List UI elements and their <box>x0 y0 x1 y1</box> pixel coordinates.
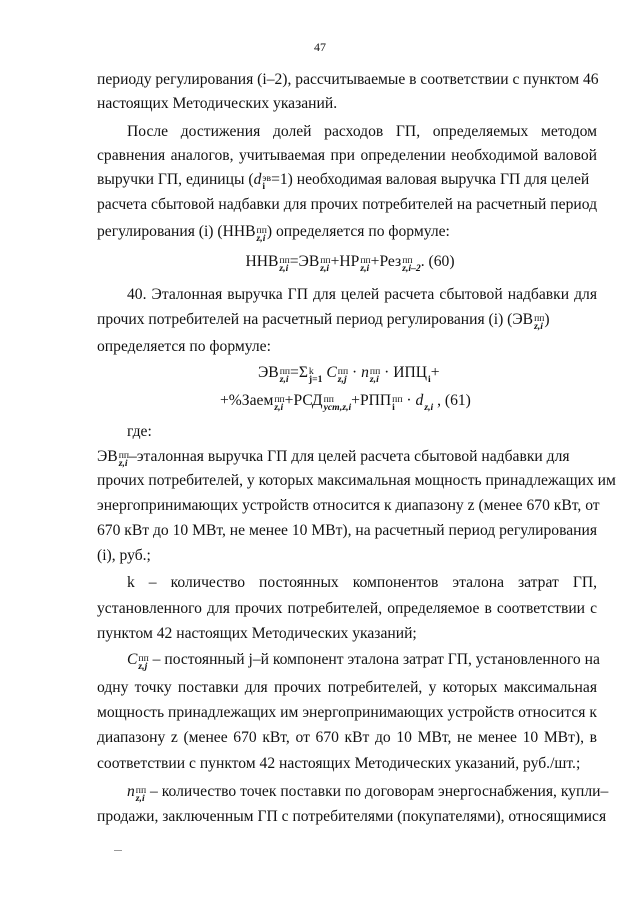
text-line: пунктом 42 настоящих Методических указаний; <box>97 625 417 642</box>
text-line-with-formula: C пп z,j – постоянный j–й компонент эталона затрат ГП, установленного на <box>127 651 600 673</box>
text-line: энергопринимающих устройств относится к диапазону z (менее 670 кВт, от <box>97 497 600 514</box>
formula-number: , (61) <box>437 392 471 409</box>
text-span: – постоянный j–й компонент эталона затрат ГП, установленного на <box>152 651 600 668</box>
text-line: прочих потребителей, у которых максимальная мощность принадлежащих им <box>97 472 616 489</box>
text-line: После достижения долей расходов ГП, определяемых методом <box>127 123 597 140</box>
text-line: соответствии с пунктом 42 настоящих Методических указаний, руб./шт.; <box>97 755 581 772</box>
text-line: одну точку поставки для прочих потребителей, у которых максимальная <box>97 679 597 696</box>
text-line: продажи, заключенным ГП с потребителями (покупателями), относящимися <box>97 808 607 825</box>
text-line: настоящих Методических указаний. <box>97 95 338 112</box>
text-span: регулирования (i) (ННВ <box>97 223 256 240</box>
formula-61-line1: ЭВ пп z,i =Σ k j=1 C пп z,j · n пп z,i · ИПЦ i + <box>258 364 440 386</box>
formula-text: ННВ <box>245 253 279 270</box>
scan-mark <box>114 850 122 851</box>
text-line-with-formula: ЭВ пп z,i –эталонная выручка ГП для целей расчета сбытовой надбавки для <box>97 448 570 470</box>
text-span: –эталонная выручка ГП для целей расчета сбытовой надбавки для <box>129 448 570 465</box>
text-line: мощность принадлежащих им энергопринимающих устройств относится к <box>97 704 597 721</box>
text-span: ) определяется по формуле: <box>266 223 450 240</box>
formula-number: (60) <box>428 253 455 270</box>
text-line-with-formula: выручки ГП, единицы (d эв i =1) необходимая валовая выручка ГП для целей <box>97 171 590 193</box>
text-line: диапазону z (менее 670 кВт, от 670 кВт до 10 МВт, не менее 10 МВт), в <box>97 729 597 746</box>
formula-text: ЭВ <box>258 364 279 381</box>
page-number: 47 <box>314 40 326 54</box>
text-line: расчета сбытовой надбавки для прочих потребителей на расчетный период <box>97 196 597 213</box>
text-line: установленного для прочих потребителей, определяемое в соответствии с <box>97 600 597 617</box>
text-span: необходимая валовая выручка ГП для целей <box>296 171 590 188</box>
text-line: k – количество постоянных компонентов эталона затрат ГП, <box>127 574 597 591</box>
text-span: – количество точек поставки по договорам энергоснабжения, купли– <box>150 783 609 800</box>
text-span: прочих потребителей на расчетный период регулирования (i) (ЭВ <box>97 311 534 328</box>
text-line: (i), руб.; <box>97 547 151 564</box>
text-line: 670 кВт до 10 МВт, не менее 10 МВт), на расчетный период регулирования <box>97 522 598 539</box>
text-line: 40. Эталонная выручка ГП для целей расчета сбытовой надбавки для <box>127 286 597 303</box>
formula-60: ННВ пп z,i =ЭВ пп z,i +НР пп z,i +Рез пп z,i–2 . (60) <box>245 253 455 275</box>
text-line-with-formula: n пп z,i – количество точек поставки по договорам энергоснабжения, купли– <box>127 783 609 805</box>
text-line-with-formula: регулирования (i) (ННВ пп z,i ) определяется по формуле: <box>97 223 450 245</box>
text-line: сравнения аналогов, учитываемая при определении необходимой валовой <box>97 147 597 164</box>
formula-text: +%Заем <box>220 392 274 409</box>
text-line-with-formula: прочих потребителей на расчетный период регулирования (i) (ЭВ пп z,i ) <box>97 311 550 333</box>
text-line: где: <box>127 423 152 440</box>
text-line: определяется по формуле: <box>97 338 271 355</box>
text-span: выручки ГП, единицы <box>97 171 245 188</box>
formula-61-line2: +%Заем пп z,i +РСД пп уст,z,i +РПП пп i · d z,i , (61) <box>220 392 471 414</box>
text-line: периоду регулирования (i–2), рассчитываемые в соответствии с пунктом 46 <box>97 71 599 88</box>
